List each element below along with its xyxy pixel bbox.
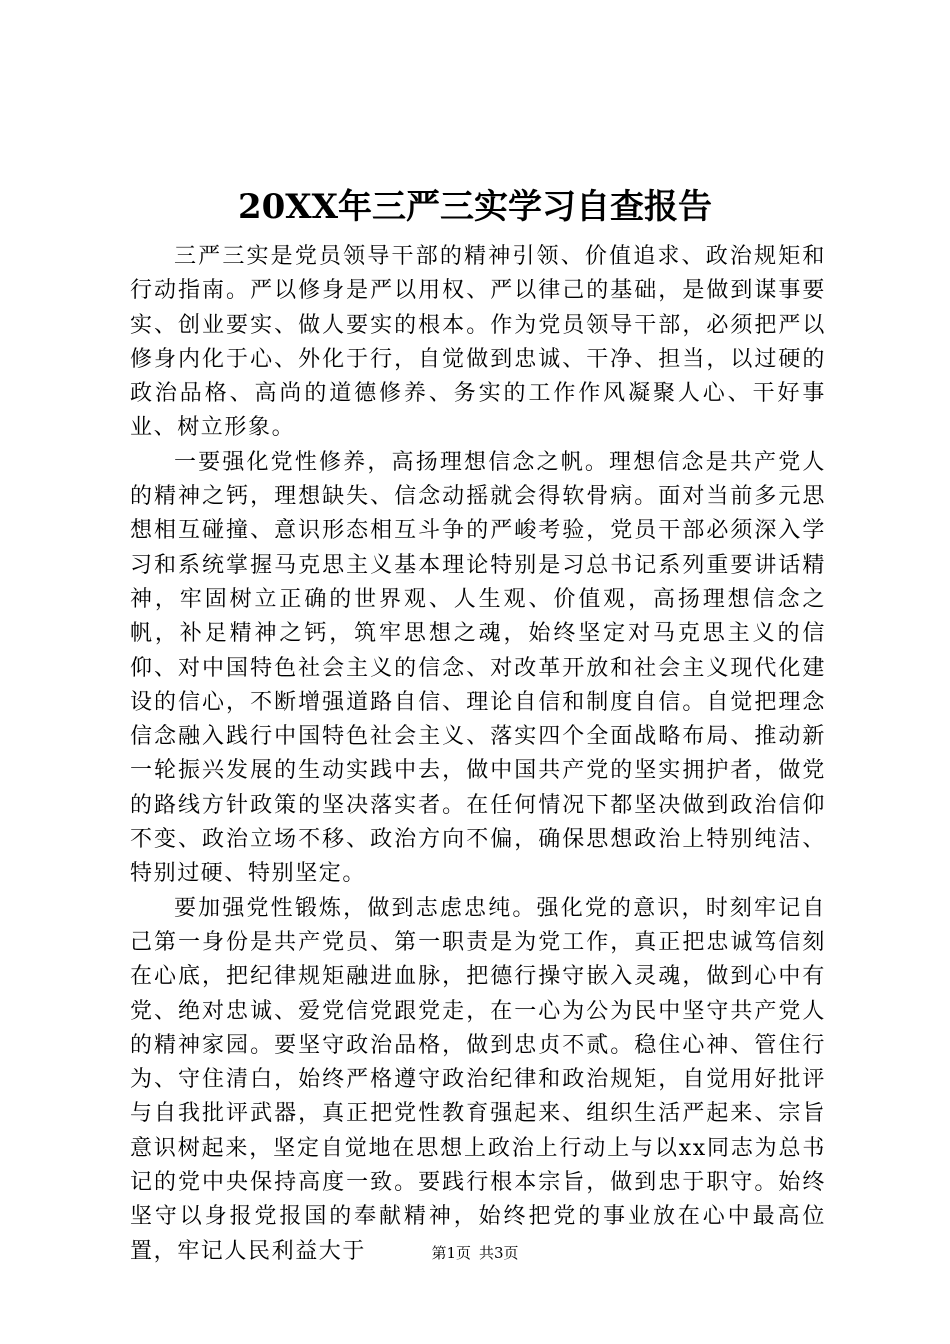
paragraph-party-spirit: 要加强党性锻炼，做到志虑忠纯。强化党的意识，时刻牢记自己第一身份是共产党员、第一职责是为党工作，真正把忠诚笃信刻在心底，把纪律规矩融进血脉，把德行操守嵌入灵魂，做到心中有党、绝对忠诚、爱党信党跟党走，在一心为公为民中坚守共产党人的精神家园。要坚守政治品格，做到忠贞不贰。稳住心神、管住行为、守住清白，始终严格遵守政治纪律和政治规矩，自觉用好批评与自我批评武器，真正把党性教育强起来、组织生活严起来、宗旨意识树起来，坚定自觉地在思想上政治上行动上与以xx同志为总书记的党中央保持高度一致。要践行根本宗旨，做到忠于职守。始终坚守以身报党报国的奉献精神，始终把党的事业放在心中最高位置，牢记人民利益大于 bbox=[130, 895, 826, 1264]
paragraph-intro: 三严三实是党员领导干部的精神引领、价值追求、政治规矩和行动指南。严以修身是严以用权、严以律己的基础，是做到谋事要实、创业要实、做人要实的根本。作为党员领导干部，必须把严以修身内化于心、外化于行，自觉做到忠诚、干净、担当，以过硬的政治品格、高尚的道德修养、务实的工作作风凝聚人心、干好事业、树立形象。 bbox=[130, 244, 826, 441]
document-body bbox=[130, 240, 826, 1269]
document-title: 20XX年三严三实学习自查报告 bbox=[237, 187, 713, 227]
paragraph-ideals: 一要强化党性修养，高扬理想信念之帆。理想信念是共产党人的精神之钙，理想缺失、信念动摇就会得软骨病。面对当前多元思想相互碰撞、意识形态相互斗争的严峻考验，党员干部必须深入学习和系统掌握马克思主义基本理论特别是习总书记系列重要讲话精神，牢固树立正确的世界观、人生观、价值观，高扬理想信念之帆，补足精神之钙，筑牢思想之魂，始终坚定对马克思主义的信仰、对中国特色社会主义的信念、对改革开放和社会主义现代化建设的信心，不断增强道路自信、理论自信和制度自信。自觉把理念信念融入践行中国特色社会主义、落实四个全面战略布局、推动新一轮振兴发展的生动实践中去，做中国共产党的坚实拥护者，做党的路线方针政策的坚决落实者。在任何情况下都坚决做到政治信仰不变、政治立场不移、政治方向不偏，确保思想政治上特别纯洁、特别过硬、特别坚定。 bbox=[130, 449, 826, 887]
page-number: 第1页 bbox=[431, 1244, 471, 1262]
page-total: 共3页 bbox=[479, 1244, 519, 1262]
page-footer bbox=[0, 1242, 950, 1264]
